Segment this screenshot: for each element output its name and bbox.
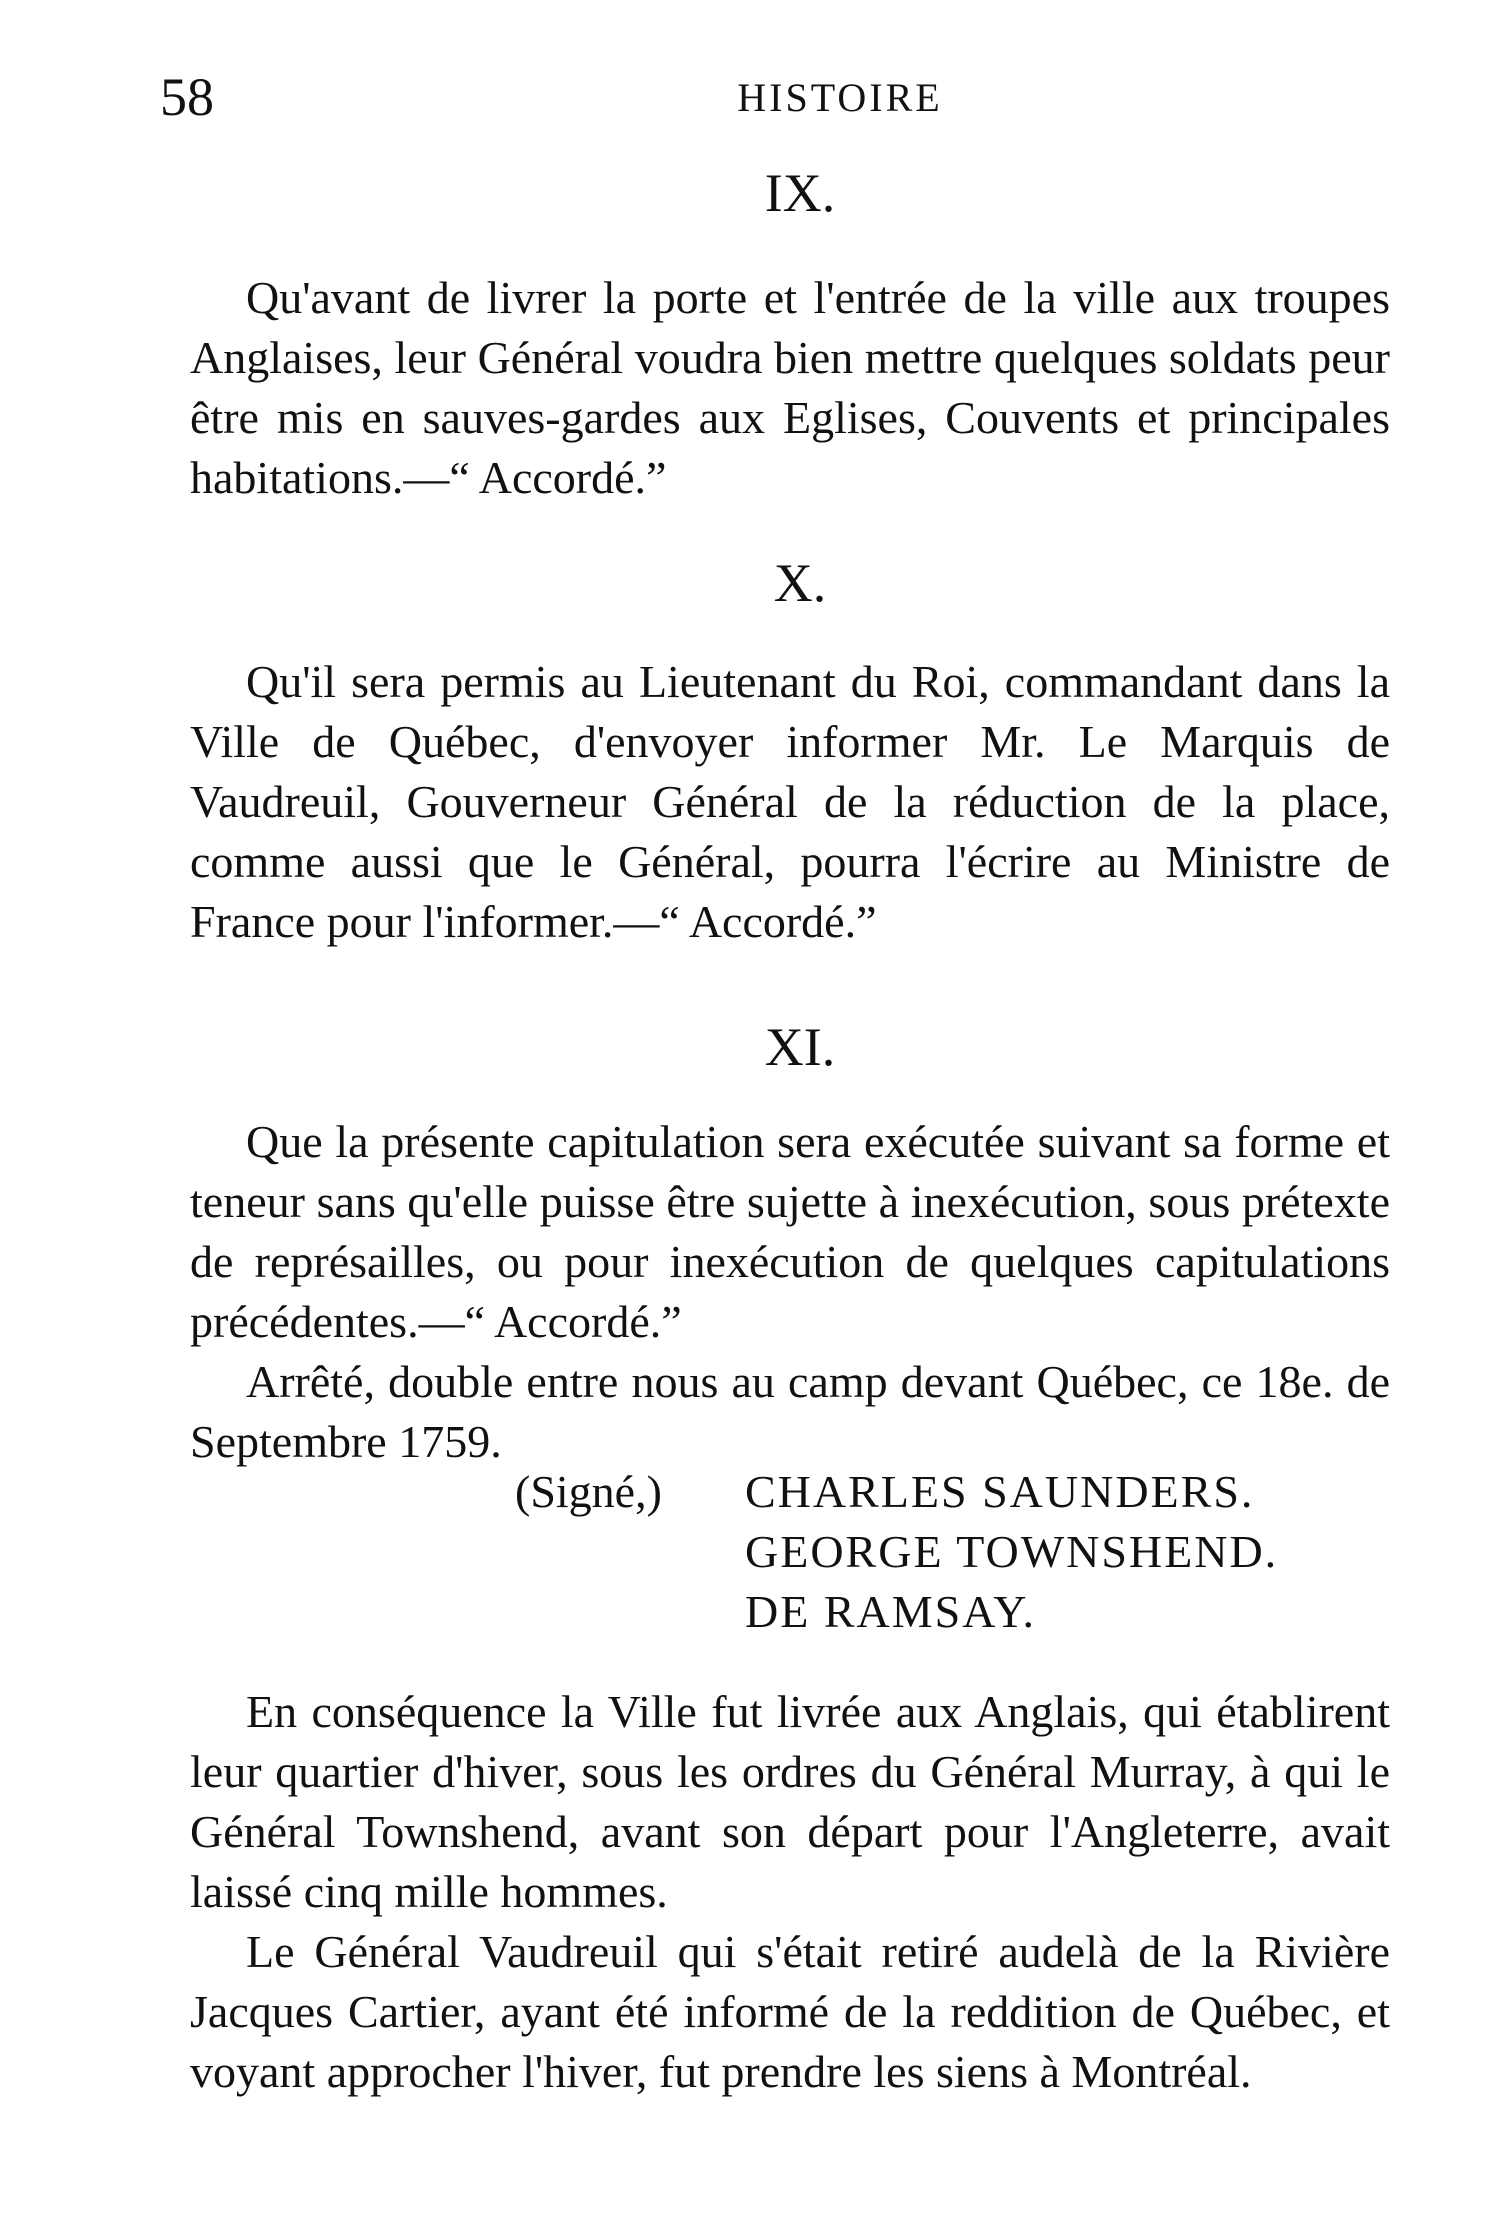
signatory-list bbox=[745, 1462, 1278, 1642]
narrative-paragraph: En conséquence la Ville fut livrée aux Anglais, qui établirent leur quartier d'hiver, sous les ordres du Général Murray, à qui le Général Townshend, avant son départ pour l'Angleterre, avait laissé cinq mille hommes. bbox=[190, 1686, 1390, 1917]
article-paragraph: Que la présente capitulation sera exécutée suivant sa forme et teneur sans qu'elle puisse être sujette à inexécution, sous prétexte de représailles, ou pour inexécution de quelques capitulations précédentes.—“ Accordé.” bbox=[190, 1116, 1390, 1347]
article-x-text bbox=[190, 652, 1390, 952]
article-number-ix: IX. bbox=[764, 163, 836, 223]
article-paragraph: Qu'avant de livrer la porte et l'entrée de la ville aux troupes Anglaises, leur Général voudra bien mettre quelques soldats peur être mis en sauves-gardes aux Eglises, Couvents et principales habitations.—“ Accordé.” bbox=[190, 272, 1390, 503]
narrative-text bbox=[190, 1682, 1390, 2102]
signature-label: (Signé,) bbox=[515, 1466, 662, 1517]
page-header bbox=[160, 62, 1400, 142]
article-xi-text bbox=[190, 1112, 1390, 1472]
running-head: HISTOIRE bbox=[737, 75, 943, 120]
signatory-name: DE RAMSAY. bbox=[745, 1586, 1036, 1637]
page-number: 58 bbox=[160, 67, 214, 127]
article-number-xi: XI. bbox=[764, 1017, 836, 1077]
signatory-name: GEORGE TOWNSHEND. bbox=[745, 1526, 1279, 1577]
article-paragraph: Qu'il sera permis au Lieutenant du Roi, commandant dans la Ville de Québec, d'envoyer informer Mr. Le Marquis de Vaudreuil, Gouverneur Général de la réduction de la place, comme aussi que le Général, pourra l'écrire au Ministre de France pour l'informer.—“ Accordé.” bbox=[190, 656, 1390, 947]
article-ix-text bbox=[190, 268, 1390, 508]
signature-block bbox=[515, 1462, 1395, 1652]
article-number-x: X. bbox=[773, 553, 827, 613]
signatory-name: CHARLES SAUNDERS. bbox=[745, 1466, 1255, 1517]
closing-paragraph: Arrêté, double entre nous au camp devant Québec, ce 18e. de Septembre 1759. bbox=[190, 1356, 1390, 1467]
narrative-paragraph: Le Général Vaudreuil qui s'était retiré audelà de la Rivière Jacques Cartier, ayant été informé de la reddition de Québec, et voyant approcher l'hiver, fut prendre les siens à Montréal. bbox=[190, 1926, 1390, 2097]
